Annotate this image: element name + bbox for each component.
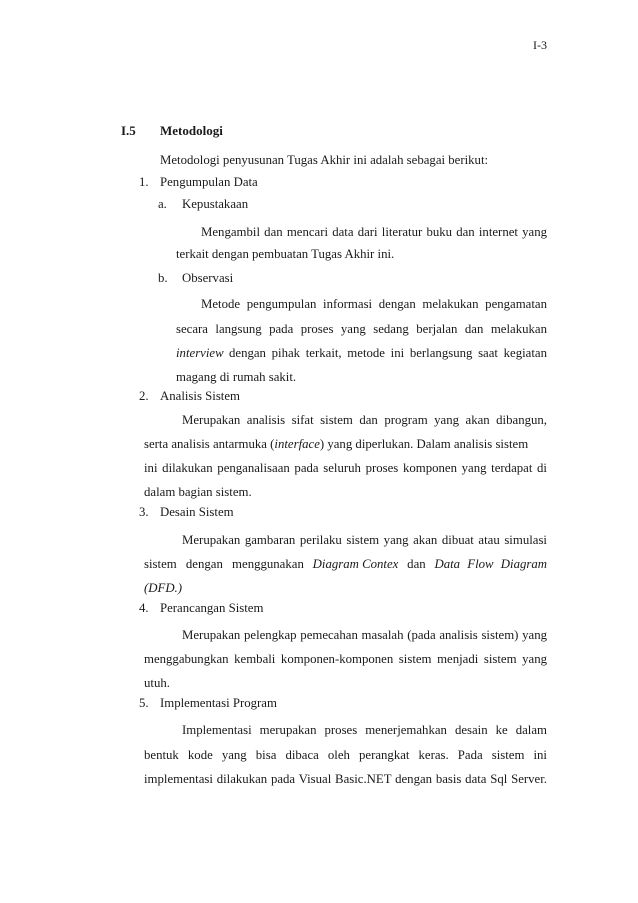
item-2-line-3: ini dilakukan penganalisaan pada seluruh proses komponen yang terdapat di [144,461,547,475]
item-2-marker: 2. [139,389,149,403]
page-number: I-3 [533,38,547,52]
item-4-title: Perancangan Sistem [160,601,264,615]
item-5-marker: 5. [139,696,149,710]
subitem-a-title: Kepustakaan [182,197,249,211]
item-2-line-2: serta analisis antarmuka (interface) yang diperlukan. Dalam analisis sistem [144,437,529,451]
emphasis-data-flow-diagram: Data Flow Diagram [434,557,547,571]
item-3-line-1: Merupakan gambaran perilaku sistem yang akan dibuat atau simulasi [182,533,547,547]
subitem-b-marker: b. [158,271,168,285]
subitem-b-line-1: Metode pengumpulan informasi dengan melakukan pengamatan [201,297,547,311]
emphasis-interface: interface [274,437,320,451]
subitem-b-line-2: secara langsung pada proses yang sedang berjalan dan melakukan [176,322,547,336]
emphasis-interview: interview [176,346,224,360]
item-1-title: Pengumpulan Data [160,175,258,189]
item-5-title: Implementasi Program [160,696,277,710]
subitem-a-line-1: Mengambil dan mencari data dari literatur buku dan internet yang [201,225,547,239]
item-4-line-1: Merupakan pelengkap pemecahan masalah (pada analisis sistem) yang [182,628,547,642]
emphasis-diagram-contex: Diagram Contex [312,557,399,571]
section-number: I.5 [121,123,136,138]
subitem-b-title: Observasi [182,271,234,285]
item-2-line-4: dalam bagian sistem. [144,485,252,499]
item-3-line-3: (DFD.) [144,581,183,595]
item-5-line-2: bentuk kode yang bisa dibaca oleh perangkat keras. Pada sistem ini [144,748,547,762]
section-heading [121,123,223,139]
item-1-marker: 1. [139,175,149,189]
item-2-title: Analisis Sistem [160,389,240,403]
item-4-marker: 4. [139,601,149,615]
item-4-line-3: utuh. [144,676,170,690]
item-2-line-1: Merupakan analisis sifat sistem dan program yang akan dibangun, [182,413,547,427]
subitem-b-line-4: magang di rumah sakit. [176,370,297,384]
subitem-b-line-3-emphasis [176,346,224,361]
subitem-b-line-3: dengan pihak terkait, metode ini berlangsung saat kegiatan [229,346,547,360]
section-title: Metodologi [160,123,223,138]
item-3-marker: 3. [139,505,149,519]
intro-text: Metodologi penyusunan Tugas Akhir ini adalah sebagai berikut: [160,153,489,167]
item-4-line-2: menggabungkan kembali komponen-komponen sistem menjadi sistem yang [144,652,547,666]
item-3-title: Desain Sistem [160,505,234,519]
item-5-line-1: Implementasi merupakan proses menerjemahkan desain ke dalam [182,723,547,737]
subitem-a-line-2: terkait dengan pembuatan Tugas Akhir ini. [176,247,395,261]
item-3-line-2: sistem dengan menggunakan Diagram Contex dan Data Flow Diagram [144,557,547,571]
item-5-line-3: implementasi dilakukan pada Visual Basic.NET dengan basis data Sql Server. [144,772,547,786]
subitem-a-marker: a. [158,197,167,211]
